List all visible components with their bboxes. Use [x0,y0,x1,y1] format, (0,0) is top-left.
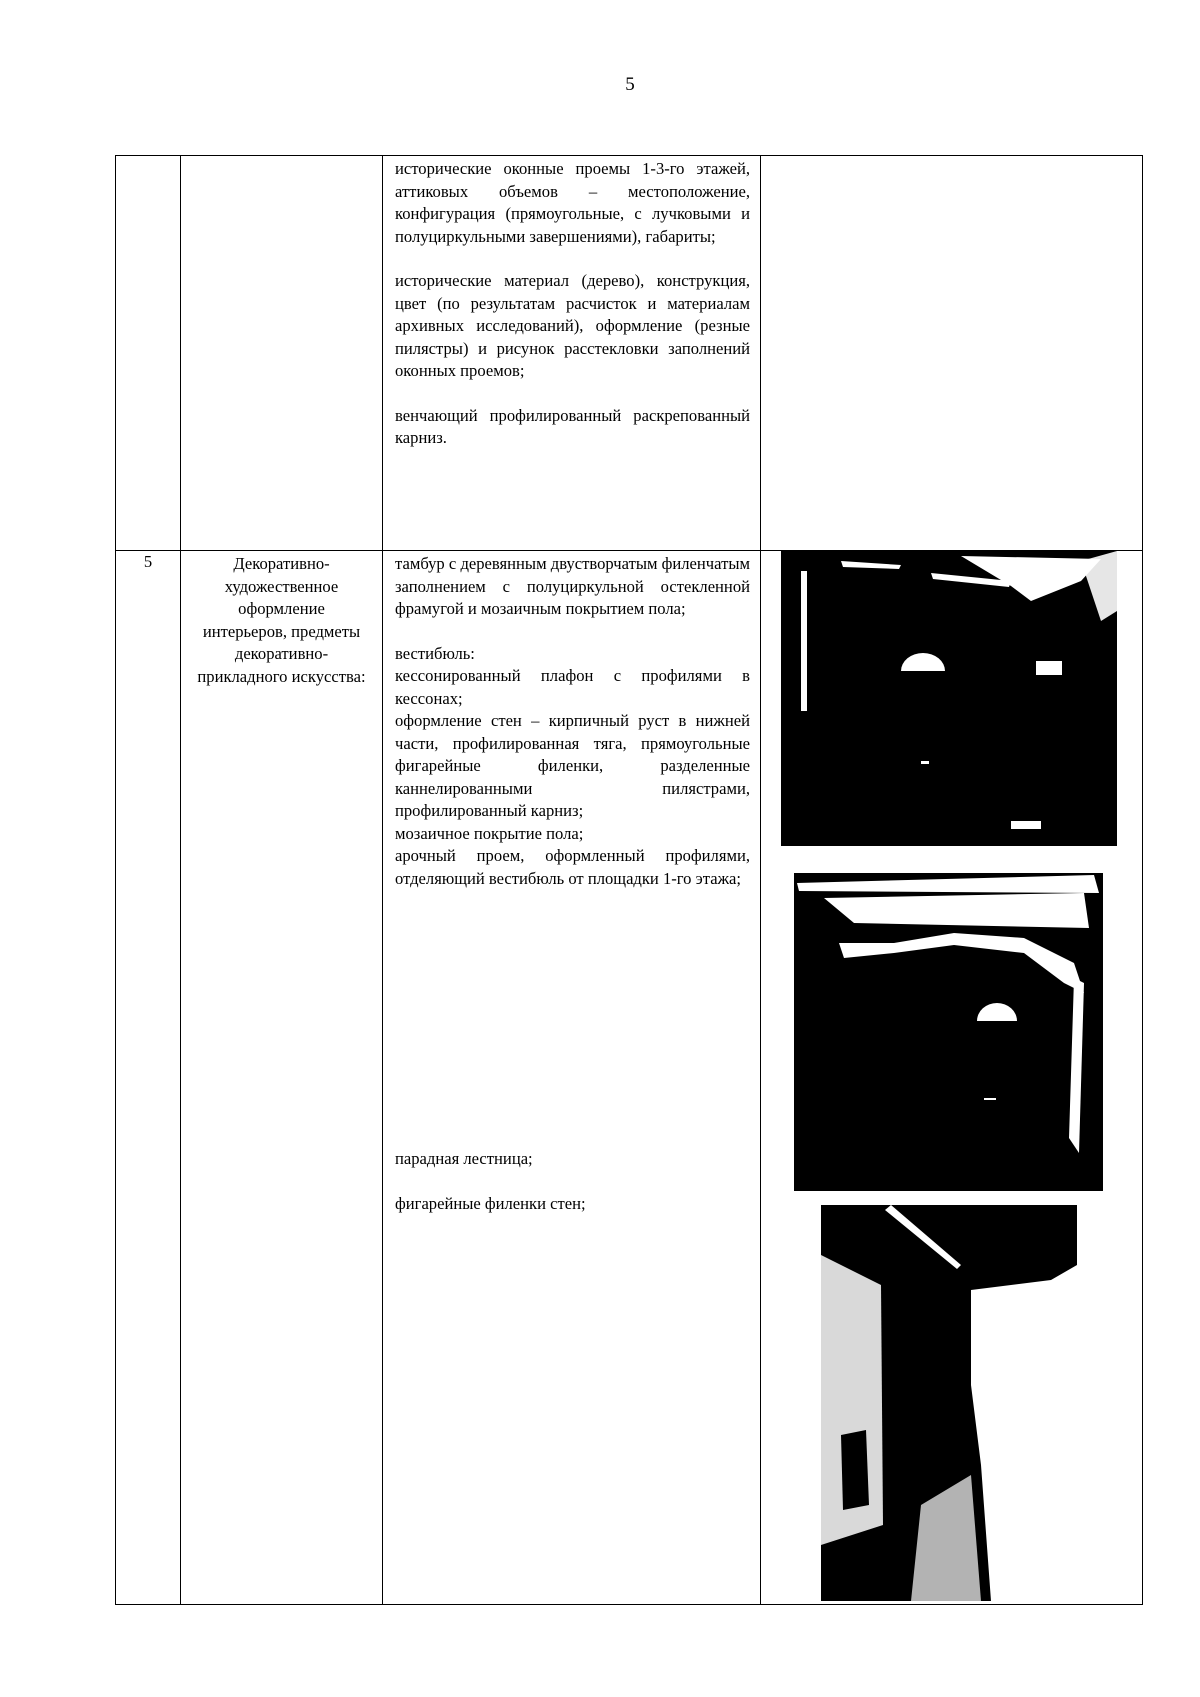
vestibule-ceiling-photo [781,551,1117,846]
row-number-cell [116,156,181,551]
category-cell [181,551,383,1605]
description-paragraph: кессонированный плафон с профилями в кессонах; [395,666,750,708]
description-paragraph: фигарейные филенки стен; [395,1193,586,1213]
description-cell [383,156,761,551]
description-paragraph: парадная лестница; [395,1149,533,1168]
description-paragraph: вестибюль: [395,643,475,663]
description-paragraph: исторические материал (дерево), конструкция, цвет (по результатам расчисток и материалам архивных исследований), оформление (резные пилястры) и рисунок расстекловки заполнений оконных проемов; [395,271,750,380]
description-paragraph: исторические оконные проемы 1-3-го этажей, аттиковых объемов – местоположение, конфигурация (прямоугольные, с лучковыми и полуциркульными завершениями), габариты; [395,159,750,246]
table-row [116,156,1143,551]
photo-cell [761,551,1143,1605]
description-paragraph: мозаичное покрытие пола; [395,823,584,843]
photo-cell [761,156,1143,551]
description-paragraph: венчающий профилированный раскрепованный карниз. [395,405,750,447]
row-number: 5 [143,552,153,571]
row-number-cell [116,551,181,1605]
description-cell [383,551,761,1605]
category-name: Декоративно-художественное оформление интерьеров, предметы декоративно-прикладного искусства: [197,554,366,686]
table-row [116,551,1143,1605]
protected-elements-table [115,155,1143,1605]
description-paragraph: арочный проем, оформленный профилями, отделяющий вестибюль от площадки 1-го этажа; [395,846,750,888]
page-number: 5 [625,74,635,95]
description-paragraph: тамбур с деревянным двустворчатым филенчатым заполнением с полуциркульной остекленной фрамугой и мозаичным покрытием пола; [395,554,750,618]
arched-opening-photo [794,873,1103,1191]
staircase-photo [821,1205,1077,1601]
description-paragraph: оформление стен – кирпичный руст в нижней части, профилированная тяга, прямоугольные фигарейные филенки, разделенные каннелированными пилястрами, профилированный карниз; [395,711,750,820]
category-cell [181,156,383,551]
